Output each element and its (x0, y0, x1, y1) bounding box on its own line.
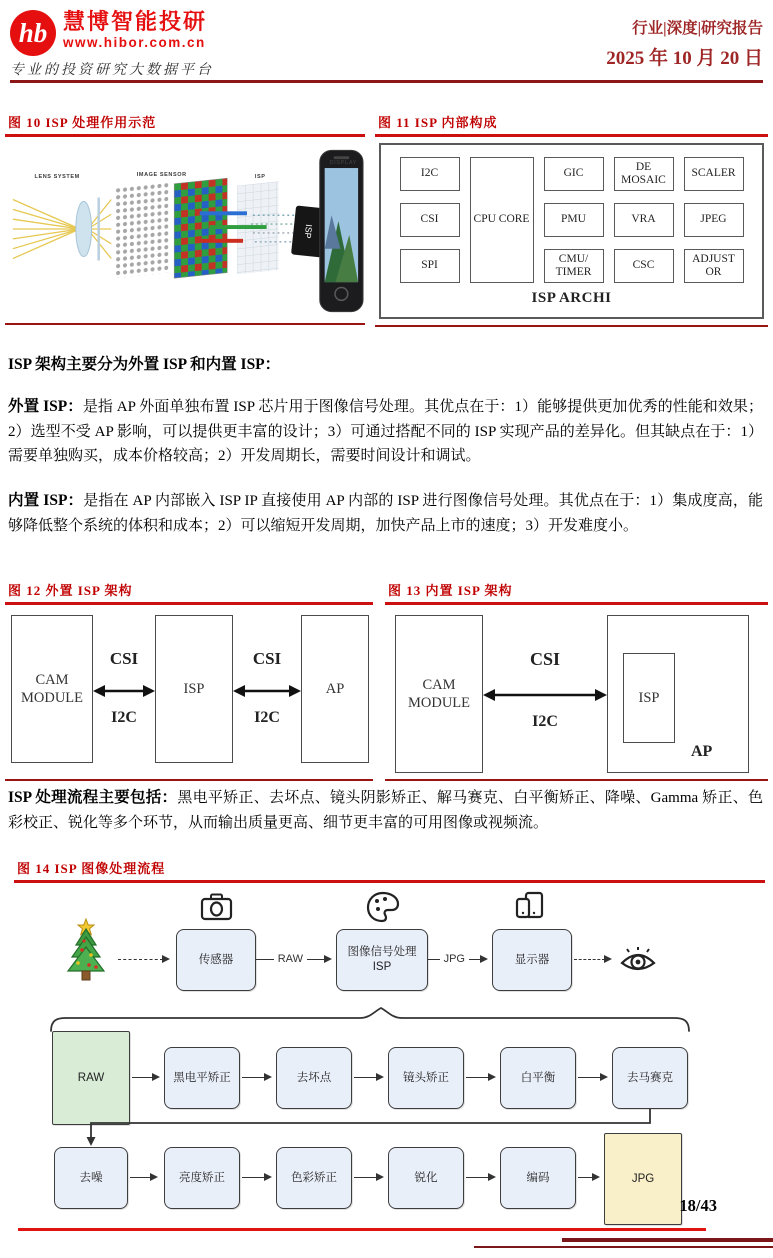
block-scaler: SCALER (684, 157, 744, 191)
logo-monogram: hb (18, 17, 48, 48)
christmas-tree-icon (62, 917, 110, 983)
figure-11 (375, 112, 768, 327)
external-isp-diagram (5, 611, 373, 779)
light-rays (13, 200, 111, 259)
eye-icon (618, 945, 658, 977)
block-jpeg: JPEG (684, 203, 744, 237)
ap-box: AP (301, 615, 369, 763)
internal-isp-diagram (385, 611, 768, 779)
block-i2c: I2C (400, 157, 460, 191)
paragraph-isp-process: ISP 处理流程主要包括：黑电平矫正、去坏点、镜头阴影矫正、解马赛克、白平衡矫正、降噪、Gamma 矫正、色彩校正、锐化等多个环节，从而输出质量更高、细节更丰富的可用图像或视频流。 (8, 789, 763, 831)
dotted-arrow (574, 955, 616, 963)
brand-tagline: 专业的投资研究大数据平台 (10, 63, 214, 78)
display-devices-icon (514, 891, 546, 921)
image-sensor-label: IMAGE SENSOR (136, 171, 187, 178)
isp-inner-box: ISP (623, 653, 675, 743)
ap-label: AP (691, 743, 713, 760)
bus-arrow (385, 611, 761, 779)
flow-arrow (466, 1173, 500, 1181)
paragraph-external-isp: 外置 ISP：是指 AP 外面单独布置 ISP 芯片用于图像信号处理。其优点在于：1）能够提供更加优秀的性能和效果；2）选型不受 AP 影响，可以提供更丰富的设计；3）可通过搭配不同的 ISP 实现产品的差异化。但其缺点在于：1）需要单独购买，成本价格较高；2）开发周期长，需要时间设计和调试。 (8, 398, 763, 464)
brace (50, 1007, 690, 1033)
paragraph-lead: 内置 ISP： (8, 491, 84, 509)
isp-archi-label: ISP ARCHI (531, 290, 612, 306)
lens-system-label: LENS SYSTEM (34, 173, 80, 180)
caption-rule (385, 602, 768, 605)
display-label: DISPLAY (329, 160, 358, 167)
report-type: 行业|深度|研究报告 (632, 20, 763, 37)
isp-label: ISP (254, 173, 266, 180)
lens-icon (76, 201, 92, 256)
camera-icon (200, 893, 234, 921)
isp-flowchart (14, 891, 765, 1243)
flow-white-balance-box: 白平衡 (500, 1047, 576, 1109)
i2c-label: I2C (532, 713, 558, 730)
isp-arch-diagram (379, 143, 764, 319)
smartphone (320, 150, 363, 311)
figure-13-caption: 图 13 内置 ISP 架构 (388, 583, 513, 598)
flow-sharpen-box: 锐化 (388, 1147, 464, 1209)
flow-black-level-box: 黑电平矫正 (164, 1047, 240, 1109)
bus-arrows (5, 611, 373, 779)
csi-label: CSI (109, 649, 139, 668)
website-url: www.hibor.com.cn (63, 35, 206, 50)
csi-label: CSI (529, 649, 560, 669)
flow-arrow (466, 1073, 500, 1081)
flow-jpg-box: JPG (604, 1133, 682, 1225)
flow-sensor-box: 传感器 (176, 929, 256, 991)
block-demosaic: DE MOSAIC (614, 157, 674, 191)
paragraph-lead: 外置 ISP： (8, 398, 83, 415)
isp-box: ISP (155, 615, 233, 763)
i2c-label: I2C (111, 709, 137, 726)
block-csi: CSI (400, 203, 460, 237)
figure-bottom-rule (5, 779, 373, 781)
flow-raw-box: RAW (52, 1031, 130, 1125)
flow-arrow (578, 1173, 604, 1181)
figure-12-caption: 图 12 外置 ISP 架构 (8, 583, 133, 598)
block-vra: VRA (614, 203, 674, 237)
figure-bottom-rule (385, 779, 768, 781)
body-text (8, 352, 763, 538)
flow-arrow (242, 1073, 276, 1081)
figure-13 (385, 580, 768, 781)
figure-bottom-rule (375, 325, 768, 327)
block-cpu-core: CPU CORE (470, 157, 534, 283)
block-csc: CSC (614, 249, 674, 283)
palette-icon (366, 891, 400, 923)
csi-label: CSI (252, 649, 282, 668)
flow-color-correction-box: 色彩矫正 (276, 1147, 352, 1209)
paragraph-internal-isp: 内置 ISP：是指在 AP 内部嵌入 ISP IP 直接使用 AP 内部的 ISP 进行图像信号处理。其优点在于：1）集成度高，能够降低整个系统的体积和成本；2）可以缩短开发周期，加快产品上市的速度；3）开发难度小。 (8, 491, 763, 534)
flow-display-box: 显示器 (492, 929, 572, 991)
isp-pipeline-illustration (5, 137, 365, 323)
flow-arrow (130, 1173, 162, 1181)
cam-module-box: CAM MODULE (11, 615, 93, 763)
flow-arrow (354, 1173, 388, 1181)
footer-rule-red (18, 1228, 706, 1231)
flow-arrow (578, 1073, 612, 1081)
flow-demosaic-box: 去马赛克 (612, 1047, 688, 1109)
block-spi: SPI (400, 249, 460, 283)
flow-arrow (132, 1073, 164, 1081)
figure-10 (5, 112, 365, 327)
footer-rule-dark-thin (474, 1246, 773, 1248)
flow-denoise-box: 去噪 (54, 1147, 128, 1209)
flow-lens-correction-box: 镜头矫正 (388, 1047, 464, 1109)
block-gic: GIC (544, 157, 604, 191)
dotted-arrow (118, 955, 174, 963)
brand-name: 慧博智能投研 (63, 9, 208, 34)
block-adjustor: ADJUST OR (684, 249, 744, 283)
mono-sensor-grid (115, 182, 168, 278)
flow-encode-box: 编码 (500, 1147, 576, 1209)
hibor-logo-icon (10, 10, 56, 56)
svg-text:ISP: ISP (302, 223, 315, 240)
figure-10-caption: 图 10 ISP 处理作用示范 (8, 115, 157, 130)
report-date: 2025 年 10 月 20 日 (606, 48, 763, 69)
flow-brightness-box: 亮度矫正 (164, 1147, 240, 1209)
i2c-label: I2C (254, 709, 280, 726)
block-cmu-timer: CMU/ TIMER (544, 249, 604, 283)
flow-arrow (354, 1073, 388, 1081)
header-divider (10, 80, 763, 83)
flow-dead-pixel-box: 去坏点 (276, 1047, 352, 1109)
cam-module-box: CAM MODULE (395, 615, 483, 773)
page-header (10, 10, 763, 82)
figure-12 (5, 580, 373, 781)
footer-rule-dark-thick (562, 1238, 773, 1242)
header-meta (606, 16, 763, 70)
jpg-arrow: JPG (428, 953, 492, 965)
block-pmu: PMU (544, 203, 604, 237)
figure-14 (14, 858, 765, 1243)
figure-bottom-rule (5, 323, 365, 325)
caption-rule (14, 880, 765, 883)
figure-11-caption: 图 11 ISP 内部构成 (378, 115, 498, 130)
figure-14-caption: 图 14 ISP 图像处理流程 (17, 861, 166, 876)
raw-arrow: RAW (256, 953, 336, 965)
caption-rule (5, 602, 373, 605)
section-heading: ISP 架构主要分为外置 ISP 和内置 ISP： (8, 356, 281, 373)
paragraph-lead: ISP 处理流程主要包括： (8, 789, 178, 806)
page-number: 18/43 (679, 1196, 717, 1215)
flow-arrow (242, 1173, 276, 1181)
flow-isp-box: 图像信号处理 ISP (336, 929, 428, 991)
